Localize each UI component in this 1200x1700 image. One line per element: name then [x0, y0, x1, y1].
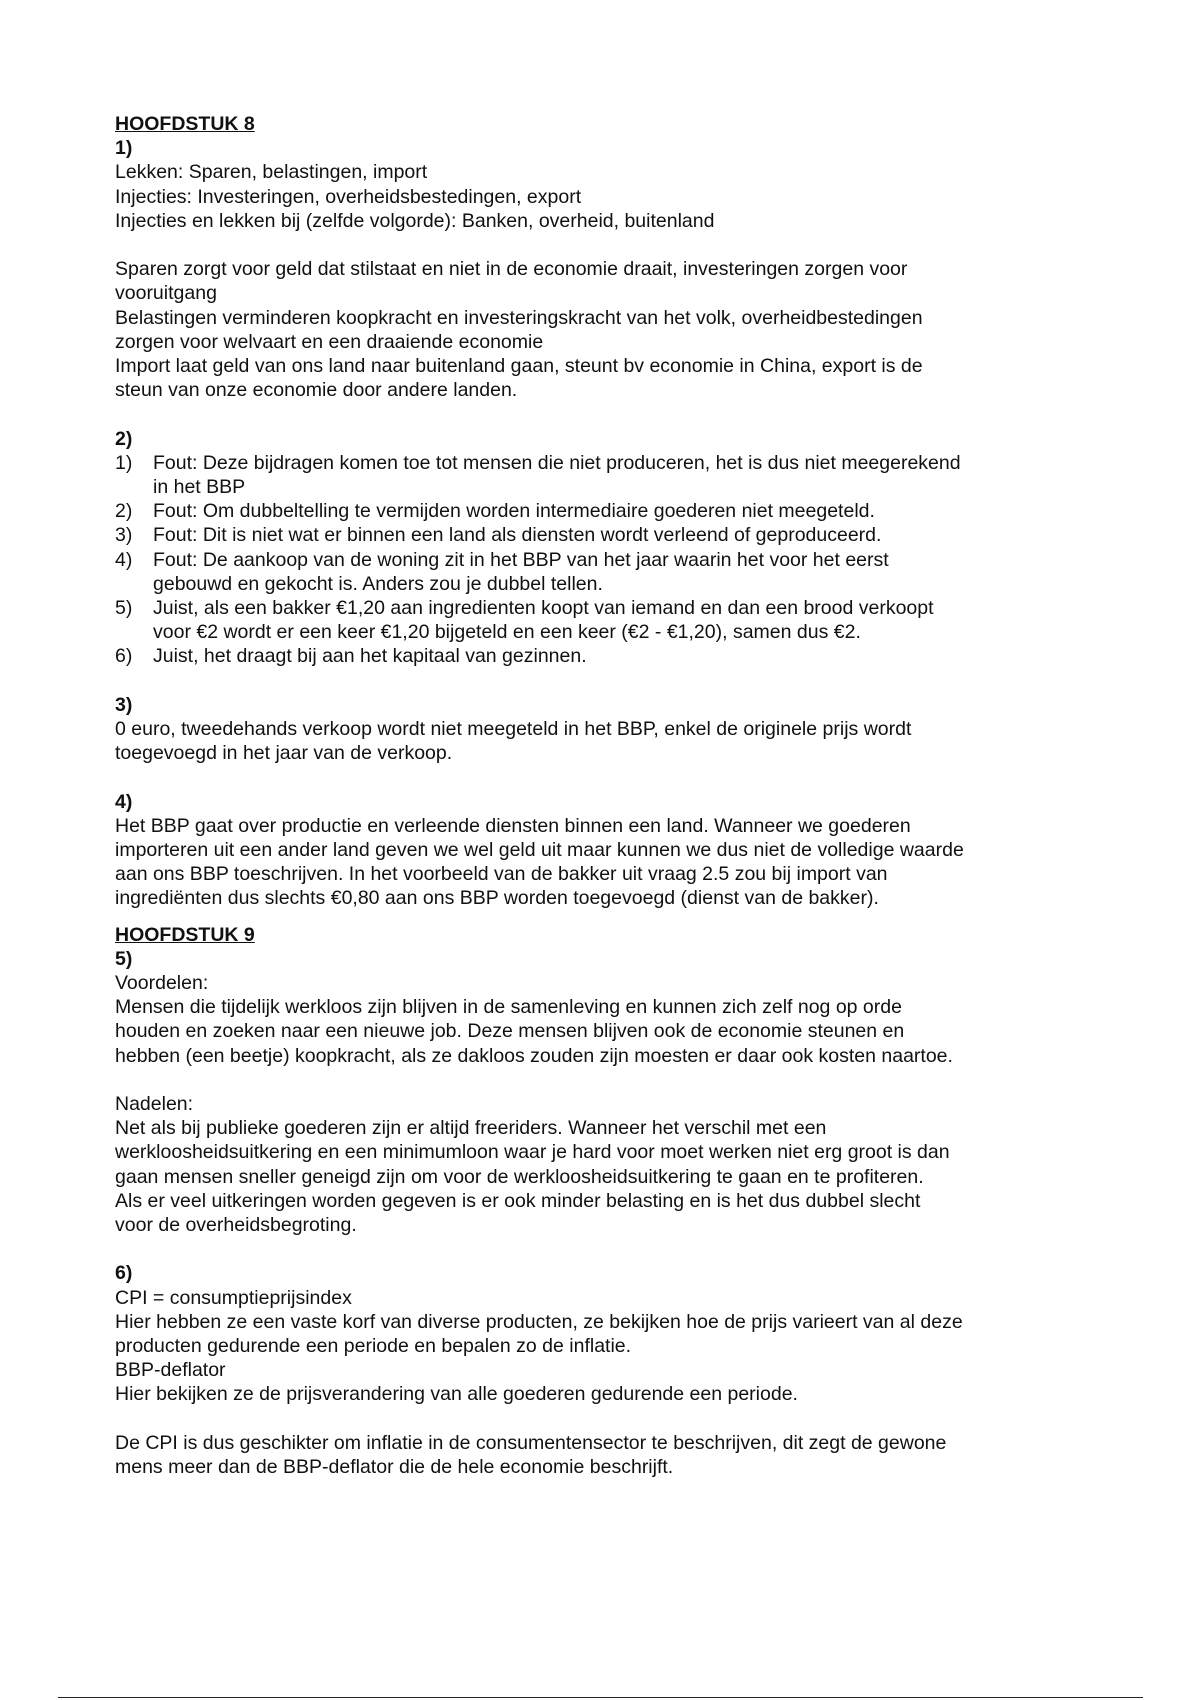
nadelen-line: Als er veel uitkeringen worden gegeven is er ook minder belasting en is het dus dubbel slecht [115, 1189, 921, 1212]
list-item-line: in het BBP [153, 476, 246, 499]
nadelen-line: Net als bij publieke goederen zijn er altijd freeriders. Wanneer het verschil met een [115, 1117, 827, 1140]
voordelen-line: Mensen die tijdelijk werkloos zijn blijven in de samenleving en kunnen zich zelf nog op orde [115, 996, 902, 1019]
spacer [115, 1407, 1105, 1431]
list-item-number: 3) [115, 524, 133, 547]
nadelen-label: Nadelen: [115, 1093, 194, 1116]
q1-paragraph-line: vooruitgang [115, 282, 217, 305]
list-item-number: 1) [115, 451, 133, 474]
list-item-line: Fout: Deze bijdragen komen toe tot mensen die niet produceren, het is dus niet meegerekend [153, 451, 961, 474]
list-item [115, 644, 1105, 668]
spacer [115, 669, 1105, 693]
question-5-label: 5) [115, 947, 133, 970]
spacer [115, 911, 1105, 923]
nadelen-line: gaan mensen sneller geneigd zijn om voor de werkloosheidsuitkering te gaan en te profiteren. [115, 1165, 924, 1188]
list-item-line: Juist, als een bakker €1,20 aan ingredienten koopt van iemand en dan een brood verkoopt [153, 597, 934, 620]
q1-line: Injecties en lekken bij (zelfde volgorde): Banken, overheid, buitenland [115, 209, 715, 232]
q4-line: importeren uit een ander land geven we wel geld uit maar kunnen we dus niet de volledige waarde [115, 839, 964, 862]
list-item-number: 4) [115, 548, 133, 571]
list-item-number: 2) [115, 500, 133, 523]
spacer [115, 765, 1105, 789]
list-item [115, 451, 1105, 499]
q6-conclusion-line: De CPI is dus geschikter om inflatie in de consumentensector te beschrijven, dit zegt de gewone [115, 1431, 947, 1454]
spacer [115, 1237, 1105, 1261]
q6-line: producten gedurende een periode en bepalen zo de inflatie. [115, 1335, 632, 1358]
spacer [115, 402, 1105, 426]
list-item-number: 6) [115, 645, 133, 668]
q1-line: Injecties: Investeringen, overheidsbestedingen, export [115, 185, 582, 208]
q4-line: Het BBP gaat over productie en verleende diensten binnen een land. Wanneer we goederen [115, 814, 911, 837]
list-item [115, 548, 1105, 596]
list-item [115, 499, 1105, 523]
list-item-line: voor €2 wordt er een keer €1,20 bijgeteld en een keer (€2 - €1,20), samen dus €2. [153, 621, 861, 644]
spacer [115, 1068, 1105, 1092]
q1-paragraph-line: Sparen zorgt voor geld dat stilstaat en niet in de economie draait, investeringen zorgen voor [115, 258, 908, 281]
spacer [115, 233, 1105, 257]
nadelen-line: werkloosheidsuitkering en een minimumloon waar je hard voor moet werken niet erg groot is dan [115, 1141, 950, 1164]
q1-paragraph-line: zorgen voor welvaart en een draaiende economie [115, 330, 544, 353]
question-2-label: 2) [115, 427, 133, 450]
q6-line: Hier bekijken ze de prijsverandering van alle goederen gedurende een periode. [115, 1383, 798, 1406]
footer-divider [58, 1697, 1143, 1698]
list-item-line: Juist, het draagt bij aan het kapitaal van gezinnen. [153, 645, 587, 668]
q1-paragraph-line: Belastingen verminderen koopkracht en investeringskracht van het volk, overheidbestedingen [115, 306, 923, 329]
document-page [115, 112, 1105, 1479]
list-item-line: gebouwd en gekocht is. Anders zou je dubbel tellen. [153, 572, 603, 595]
list-item [115, 596, 1105, 644]
question-1-label: 1) [115, 137, 133, 160]
voordelen-line: houden en zoeken naar een nieuwe job. Deze mensen blijven ook de economie steunen en [115, 1020, 905, 1043]
question-3-label: 3) [115, 693, 133, 716]
q6-line: Hier hebben ze een vaste korf van diverse producten, ze bekijken hoe de prijs varieert van al deze [115, 1310, 963, 1333]
voordelen-label: Voordelen: [115, 972, 209, 995]
q6-line: CPI = consumptieprijsindex [115, 1286, 352, 1309]
q1-line: Lekken: Sparen, belastingen, import [115, 161, 428, 184]
list-item-line: Fout: Om dubbeltelling te vermijden worden intermediaire goederen niet meegeteld. [153, 500, 875, 523]
q1-paragraph-line: steun van onze economie door andere landen. [115, 379, 518, 402]
q2-answer-list [115, 451, 1105, 669]
q3-line: toegevoegd in het jaar van de verkoop. [115, 742, 453, 765]
q4-line: aan ons BBP toeschrijven. In het voorbeeld van de bakker uit vraag 2.5 zou bij import van [115, 863, 888, 886]
q1-paragraph-line: Import laat geld van ons land naar buitenland gaan, steunt bv economie in China, export is de [115, 355, 923, 378]
list-item-line: Fout: De aankoop van de woning zit in het BBP van het jaar waarin het voor het eerst [153, 548, 889, 571]
q6-conclusion-line: mens meer dan de BBP-deflator die de hele economie beschrijft. [115, 1456, 674, 1479]
question-4-label: 4) [115, 790, 133, 813]
voordelen-line: hebben (een beetje) koopkracht, als ze dakloos zouden zijn moesten er daar ook kosten naartoe. [115, 1044, 953, 1067]
q4-line: ingrediënten dus slechts €0,80 aan ons BBP worden toegevoegd (dienst van de bakker). [115, 887, 879, 910]
nadelen-line: voor de overheidsbegroting. [115, 1214, 357, 1237]
q3-line: 0 euro, tweedehands verkoop wordt niet meegeteld in het BBP, enkel de originele prijs wordt [115, 718, 912, 741]
list-item-number: 5) [115, 597, 133, 620]
list-item-line: Fout: Dit is niet wat er binnen een land als diensten wordt verleend of geproduceerd. [153, 524, 882, 547]
list-item [115, 523, 1105, 547]
question-6-label: 6) [115, 1262, 133, 1285]
chapter-9-heading: HOOFDSTUK 9 [115, 923, 255, 946]
chapter-8-heading: HOOFDSTUK 8 [115, 113, 255, 135]
q6-line: BBP-deflator [115, 1359, 226, 1382]
